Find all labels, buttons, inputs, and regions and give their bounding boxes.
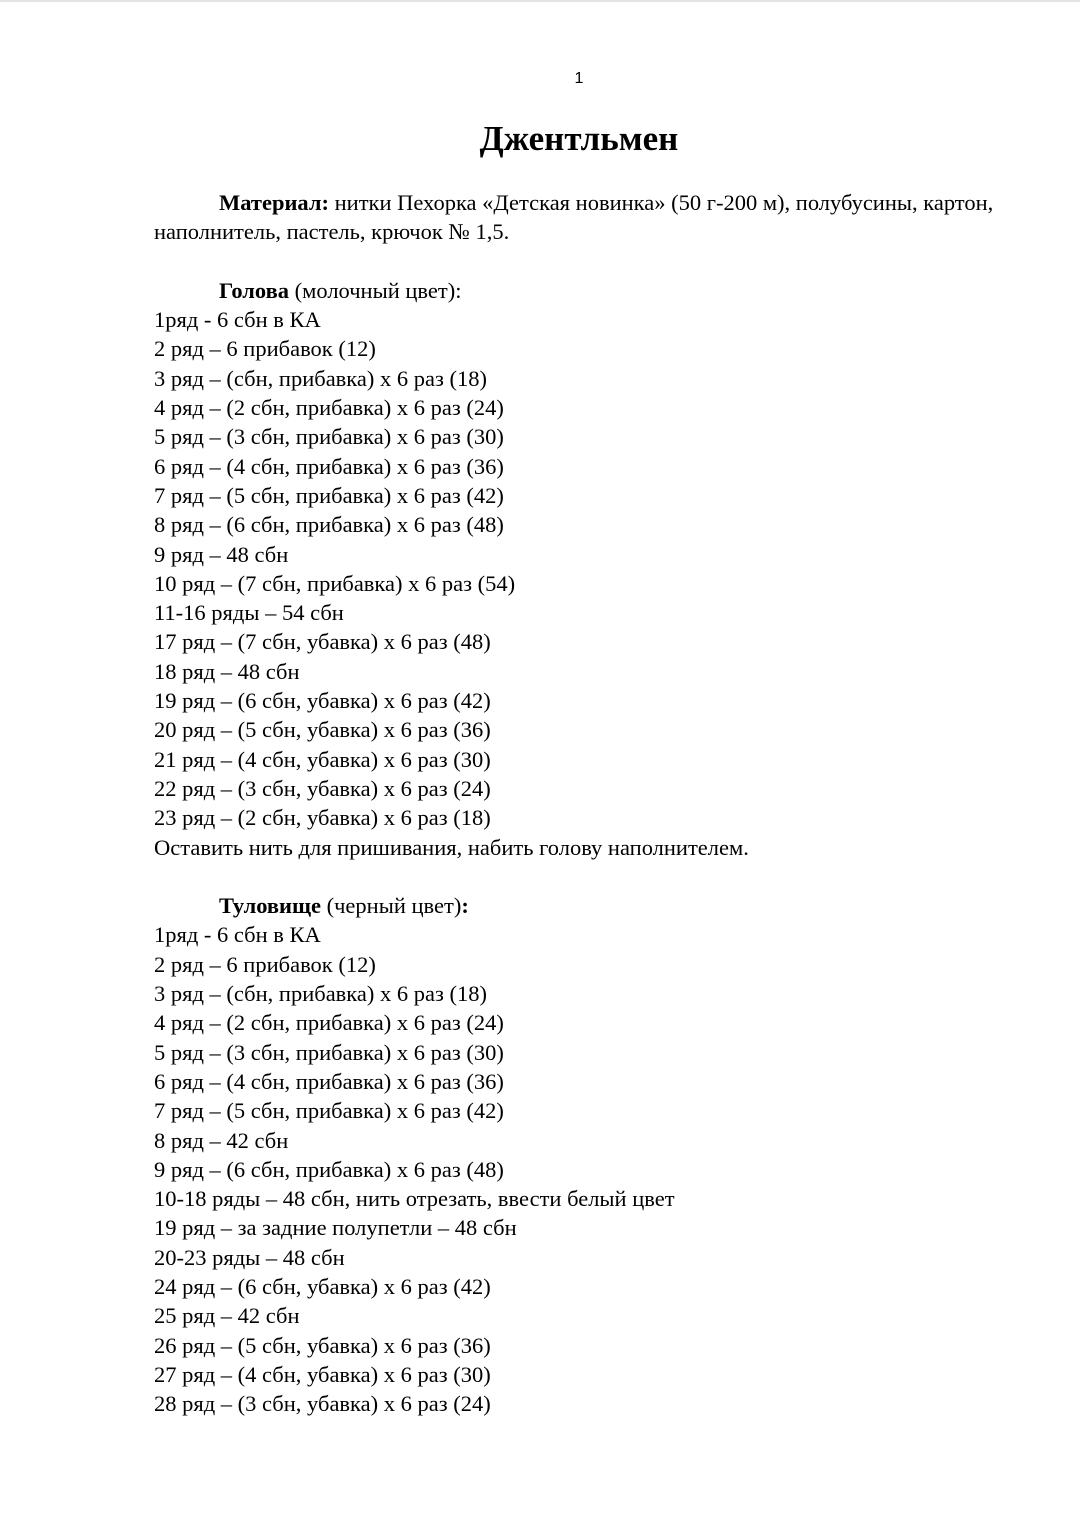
body-heading (154, 891, 1034, 920)
head-label: Голова (219, 277, 290, 303)
body-row: 20-23 ряды – 48 сбн (154, 1244, 345, 1270)
head-row: 19 ряд – (6 сбн, убавка) х 6 раз (42) (154, 688, 491, 714)
body-rows-list (154, 920, 1034, 1418)
head-row: 6 ряд – (4 сбн, прибавка) х 6 раз (36) (154, 453, 504, 479)
page-title: Джентльмен (479, 119, 679, 158)
body-row: 5 ряд – (3 сбн, прибавка) х 6 раз (30) (154, 1039, 504, 1065)
body-row: 19 ряд – за задние полупетли – 48 сбн (154, 1215, 517, 1241)
body-row: 9 ряд – (6 сбн, прибавка) х 6 раз (48) (154, 1156, 504, 1182)
head-row: 2 ряд – 6 прибавок (12) (154, 336, 376, 362)
head-row: 7 ряд – (5 сбн, прибавка) х 6 раз (42) (154, 482, 504, 508)
head-row: 17 ряд – (7 сбн, убавка) х 6 раз (48) (154, 629, 491, 655)
head-row: 9 ряд – 48 сбн (154, 541, 289, 567)
head-row: 23 ряд – (2 сбн, убавка) х 6 раз (18) (154, 805, 491, 831)
head-row: 1ряд - 6 сбн в КА (154, 307, 321, 333)
head-row: 8 ряд – (6 сбн, прибавка) х 6 раз (48) (154, 512, 504, 538)
head-section (154, 276, 1034, 862)
body-label: Туловище (219, 893, 321, 919)
head-row: 4 ряд – (2 сбн, прибавка) х 6 раз (24) (154, 395, 504, 421)
head-note: Оставить нить для пришивания, набить голову наполнителем. (154, 834, 749, 860)
body-row: 2 ряд – 6 прибавок (12) (154, 951, 376, 977)
material-paragraph (154, 188, 1034, 247)
head-row: 22 ряд – (3 сбн, убавка) х 6 раз (24) (154, 775, 491, 801)
body-color: (черный цвет) (321, 893, 462, 919)
page-top-edge (0, 0, 1080, 2)
body-row: 10-18 ряды – 48 сбн, нить отрезать, ввести белый цвет (154, 1186, 675, 1212)
head-row: 20 ряд – (5 сбн, убавка) х 6 раз (36) (154, 717, 491, 743)
body-row: 24 ряд – (6 сбн, убавка) х 6 раз (42) (154, 1273, 491, 1299)
body-row: 7 ряд – (5 сбн, прибавка) х 6 раз (42) (154, 1098, 504, 1124)
body-row: 6 ряд – (4 сбн, прибавка) х 6 раз (36) (154, 1068, 504, 1094)
head-row: 18 ряд – 48 сбн (154, 658, 300, 684)
material-label: Материал: (219, 190, 329, 215)
head-heading (154, 276, 1034, 305)
body-section (154, 891, 1034, 1418)
body-colon: : (461, 893, 469, 919)
body-row: 4 ряд – (2 сбн, прибавка) х 6 раз (24) (154, 1010, 504, 1036)
page-number: 1 (574, 70, 584, 87)
material-text: нитки Пехорка «Детская новинка» (50 г-200 м), полубусины, картон, наполнитель, пастель, крючок № 1,5. (154, 190, 994, 245)
body-row: 25 ряд – 42 сбн (154, 1303, 300, 1329)
head-row: 21 ряд – (4 сбн, убавка) х 6 раз (30) (154, 746, 491, 772)
document-body (154, 188, 1034, 1418)
body-row: 8 ряд – 42 сбн (154, 1127, 289, 1153)
body-row: 26 ряд – (5 сбн, убавка) х 6 раз (36) (154, 1332, 491, 1358)
head-row: 11-16 ряды – 54 сбн (154, 600, 344, 626)
head-rows-list (154, 305, 1034, 832)
body-row: 28 ряд – (3 сбн, убавка) х 6 раз (24) (154, 1391, 491, 1417)
head-row: 5 ряд – (3 сбн, прибавка) х 6 раз (30) (154, 424, 504, 450)
body-row: 3 ряд – (сбн, прибавка) х 6 раз (18) (154, 981, 487, 1007)
head-row: 10 ряд – (7 сбн, прибавка) х 6 раз (54) (154, 570, 516, 596)
body-row: 27 ряд – (4 сбн, убавка) х 6 раз (30) (154, 1361, 491, 1387)
body-row: 1ряд - 6 сбн в КА (154, 922, 321, 948)
head-color: (молочный цвет): (289, 277, 462, 303)
head-row: 3 ряд – (сбн, прибавка) х 6 раз (18) (154, 365, 487, 391)
